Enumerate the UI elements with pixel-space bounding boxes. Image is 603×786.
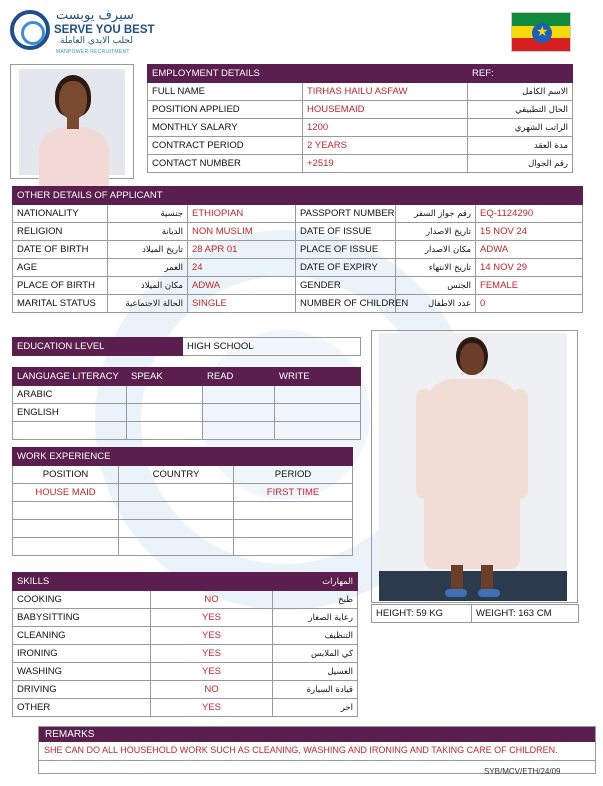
gender-label-ar: الجنس bbox=[396, 277, 476, 295]
place-of-issue-label-ar: مكان الاصدار bbox=[396, 241, 476, 259]
skill-ironing-value: YES bbox=[151, 645, 273, 663]
period-header: PERIOD bbox=[234, 466, 353, 484]
work-position-value: HOUSE MAID bbox=[13, 484, 119, 502]
monthly-salary-label-ar: الراتب الشهري bbox=[468, 119, 573, 137]
passport-number-value: EQ-1124290 bbox=[476, 205, 583, 223]
nationality-label: NATIONALITY bbox=[13, 205, 108, 223]
position-header: POSITION bbox=[13, 466, 119, 484]
skill-cleaning-label-ar: التنظيف bbox=[273, 627, 358, 645]
skills-title-ar: المهارات bbox=[273, 573, 358, 591]
education-level-label: EDUCATION LEVEL bbox=[13, 338, 183, 356]
brand-name-arabic: سيرف يوبست bbox=[56, 8, 134, 23]
place-of-birth-label: PLACE OF BIRTH bbox=[13, 277, 108, 295]
skill-babysitting-label: BABYSITTING bbox=[13, 609, 151, 627]
skill-washing-value: YES bbox=[151, 663, 273, 681]
skill-ironing-label: IRONING bbox=[13, 645, 151, 663]
contact-number-label-ar: رقم الجوال bbox=[468, 155, 573, 173]
passport-number-label: PASSPORT NUMBER bbox=[296, 205, 396, 223]
passport-number-label-ar: رقم جواز السفر bbox=[396, 205, 476, 223]
skill-cooking-label: COOKING bbox=[13, 591, 151, 609]
remarks-title: REMARKS bbox=[39, 727, 595, 742]
date-of-birth-value: 28 APR 01 bbox=[188, 241, 296, 259]
date-of-birth-label-ar: تاريخ الميلاد bbox=[108, 241, 188, 259]
language-literacy-header: LANGUAGE LITERACY bbox=[13, 368, 127, 386]
place-of-birth-value: ADWA bbox=[188, 277, 296, 295]
skill-cleaning-value: YES bbox=[151, 627, 273, 645]
nationality-value: ETHIOPIAN bbox=[188, 205, 296, 223]
employment-details-title: EMPLOYMENT DETAILS bbox=[148, 65, 468, 83]
marital-status-value: SINGLE bbox=[188, 295, 296, 313]
number-of-children-value: 0 bbox=[476, 295, 583, 313]
contact-number-label: CONTACT NUMBER bbox=[148, 155, 303, 173]
skills-table bbox=[12, 572, 358, 717]
place-of-issue-label: PLACE OF ISSUE bbox=[296, 241, 396, 259]
employment-details-table bbox=[147, 64, 573, 173]
monthly-salary-value: 1200 bbox=[303, 119, 468, 137]
date-of-issue-label: DATE OF ISSUE bbox=[296, 223, 396, 241]
age-label: AGE bbox=[13, 259, 108, 277]
date-of-expiry-label-ar: تاريخ الانتهاء bbox=[396, 259, 476, 277]
full-name-value: TIRHAS HAILU ASFAW bbox=[303, 83, 468, 101]
education-table bbox=[12, 337, 361, 356]
ref-label: REF: bbox=[468, 65, 573, 83]
date-of-issue-label-ar: تاريخ الاصدار bbox=[396, 223, 476, 241]
date-of-birth-label: DATE OF BIRTH bbox=[13, 241, 108, 259]
skill-driving-value: NO bbox=[151, 681, 273, 699]
place-of-birth-label-ar: مكان الميلاد bbox=[108, 277, 188, 295]
contract-period-label: CONTRACT PERIOD bbox=[148, 137, 303, 155]
education-level-value: HIGH SCHOOL bbox=[183, 338, 361, 356]
full-name-label-ar: الاسم الكامل bbox=[468, 83, 573, 101]
contract-period-value: 2 YEARS bbox=[303, 137, 468, 155]
skill-other-value: YES bbox=[151, 699, 273, 717]
weight-value: WEIGHT: 163 CM bbox=[472, 605, 579, 623]
brand-name: SERVE YOU BEST bbox=[54, 24, 155, 36]
skill-babysitting-value: YES bbox=[151, 609, 273, 627]
skill-ironing-label-ar: كي الملابس bbox=[273, 645, 358, 663]
skill-driving-label-ar: قيادة السيارة bbox=[273, 681, 358, 699]
skill-washing-label: WASHING bbox=[13, 663, 151, 681]
work-experience-title: WORK EXPERIENCE bbox=[13, 448, 353, 466]
company-logo bbox=[10, 10, 50, 50]
religion-label: RELIGION bbox=[13, 223, 108, 241]
other-details-table bbox=[12, 186, 583, 313]
remarks-divider bbox=[39, 760, 595, 761]
country-header: COUNTRY bbox=[119, 466, 234, 484]
monthly-salary-label: MONTHLY SALARY bbox=[148, 119, 303, 137]
contact-number-value: +2519 bbox=[303, 155, 468, 173]
gender-label: GENDER bbox=[296, 277, 396, 295]
measurements-table bbox=[371, 604, 579, 623]
language-arabic: ARABIC bbox=[13, 386, 127, 404]
work-period-value: FIRST TIME bbox=[234, 484, 353, 502]
document-reference-code: SYB/MCV/ETH/24/09 bbox=[484, 767, 561, 776]
age-value: 24 bbox=[188, 259, 296, 277]
date-of-expiry-value: 14 NOV 29 bbox=[476, 259, 583, 277]
work-country-value bbox=[119, 484, 234, 502]
language-english: ENGLISH bbox=[13, 404, 127, 422]
full-name-label: FULL NAME bbox=[148, 83, 303, 101]
work-experience-table bbox=[12, 447, 353, 556]
marital-status-label: MARITAL STATUS bbox=[13, 295, 108, 313]
date-of-expiry-label: DATE OF EXPIRY bbox=[296, 259, 396, 277]
nationality-label-ar: جنسية bbox=[108, 205, 188, 223]
ethiopia-flag-icon bbox=[511, 12, 571, 52]
portrait-photo bbox=[10, 64, 134, 179]
brand-tagline: MANPOWER RECRUITMENT bbox=[56, 49, 130, 55]
language-literacy-table bbox=[12, 367, 361, 440]
skill-cleaning-label: CLEANING bbox=[13, 627, 151, 645]
religion-label-ar: الديانة bbox=[108, 223, 188, 241]
skills-title: SKILLS bbox=[13, 573, 273, 591]
skill-washing-label-ar: الغسيل bbox=[273, 663, 358, 681]
position-applied-label-ar: الحال التطبيقي bbox=[468, 101, 573, 119]
place-of-issue-value: ADWA bbox=[476, 241, 583, 259]
skill-other-label: OTHER bbox=[13, 699, 151, 717]
skill-driving-label: DRIVING bbox=[13, 681, 151, 699]
number-of-children-label-ar: عدد الاطفال bbox=[396, 295, 476, 313]
skill-babysitting-label-ar: رعاية الصغار bbox=[273, 609, 358, 627]
age-label-ar: العمر bbox=[108, 259, 188, 277]
contract-period-label-ar: مدة العقد bbox=[468, 137, 573, 155]
full-body-photo bbox=[371, 330, 578, 603]
brand-tagline-arabic: لجلب الايدي العاملة bbox=[60, 36, 133, 46]
date-of-issue-value: 15 NOV 24 bbox=[476, 223, 583, 241]
religion-value: NON MUSLIM bbox=[188, 223, 296, 241]
write-header: WRITE bbox=[275, 368, 361, 386]
other-details-title: OTHER DETAILS OF APPLICANT bbox=[13, 187, 296, 205]
read-header: READ bbox=[203, 368, 275, 386]
remarks-text: SHE CAN DO ALL HOUSEHOLD WORK SUCH AS CLEANING, WASHING AND IRONING AND TAKING CARE OF CHILDREN. bbox=[44, 745, 558, 755]
position-applied-value: HOUSEMAID bbox=[303, 101, 468, 119]
skill-cooking-value: NO bbox=[151, 591, 273, 609]
height-value: HEIGHT: 59 KG bbox=[372, 605, 472, 623]
skill-other-label-ar: اخر bbox=[273, 699, 358, 717]
gender-value: FEMALE bbox=[476, 277, 583, 295]
marital-status-label-ar: الحالة الاجتماعية bbox=[108, 295, 188, 313]
position-applied-label: POSITION APPLIED bbox=[148, 101, 303, 119]
number-of-children-label: NUMBER OF CHILDREN bbox=[296, 295, 396, 313]
speak-header: SPEAK bbox=[127, 368, 203, 386]
skill-cooking-label-ar: طبخ bbox=[273, 591, 358, 609]
